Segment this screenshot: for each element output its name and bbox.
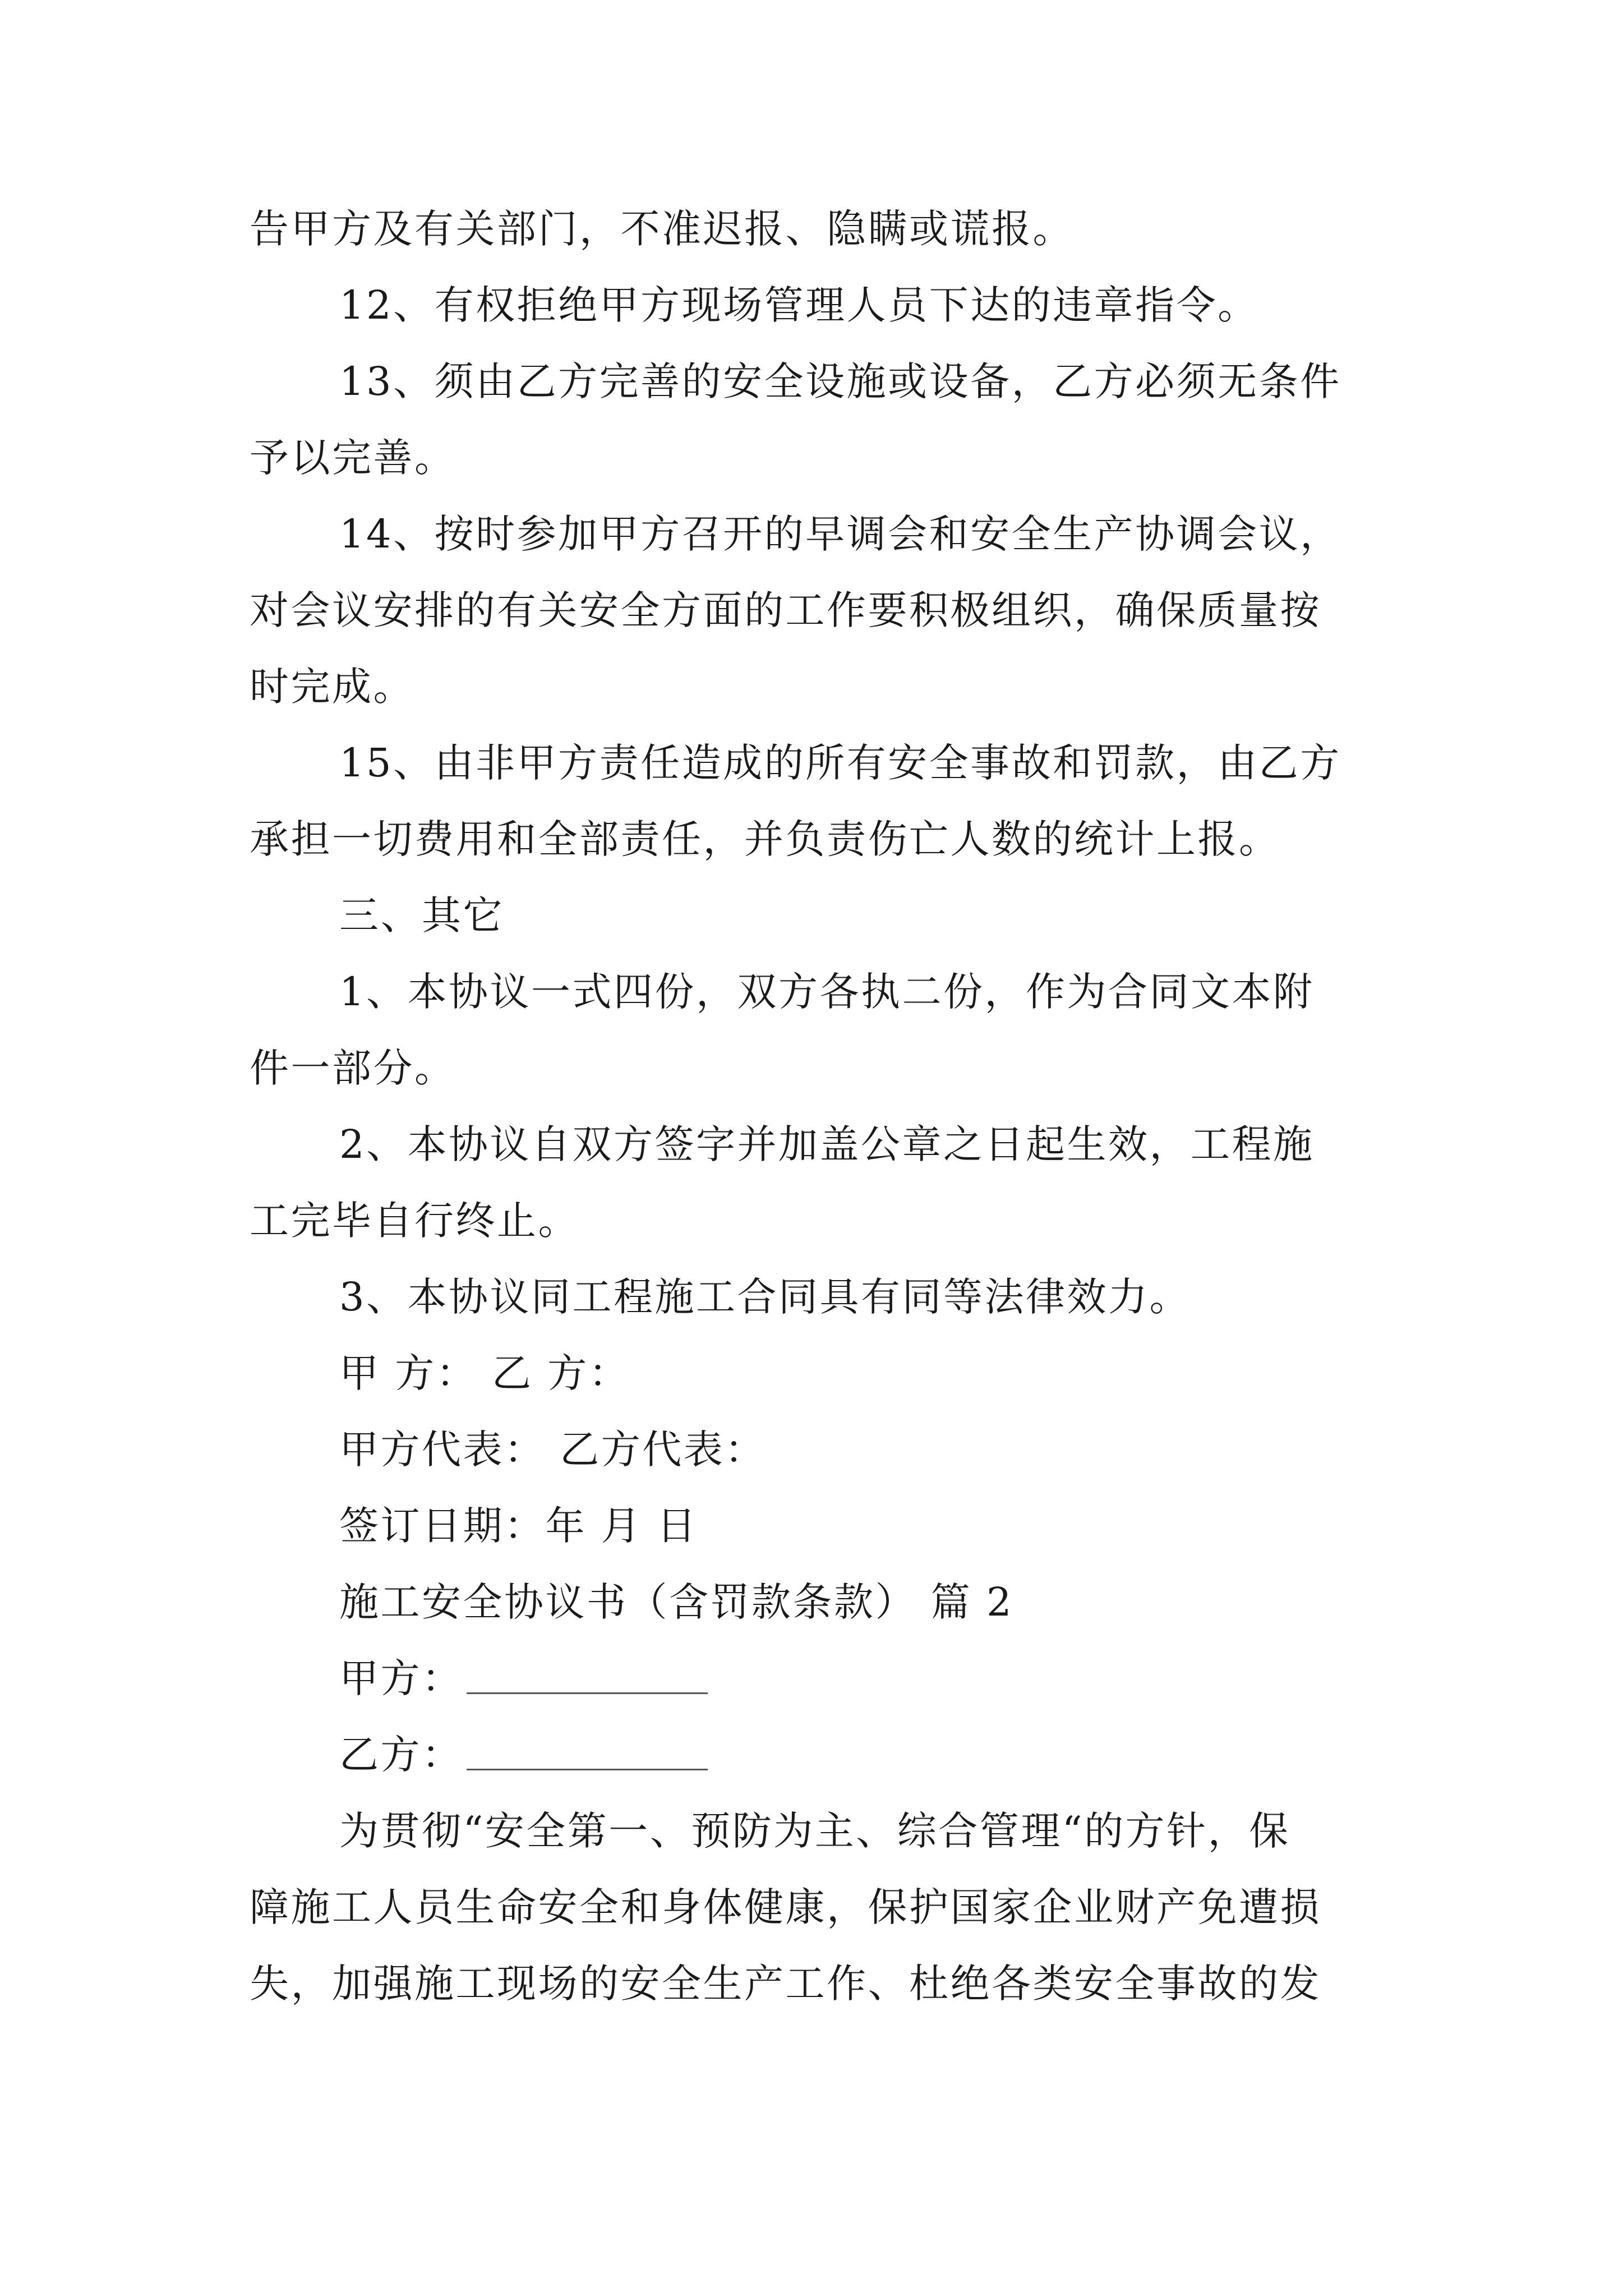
document-body bbox=[250, 191, 1382, 2022]
paragraph-line: 时完成。 bbox=[250, 664, 414, 710]
party-a-blank-underline bbox=[467, 1659, 708, 1694]
party-a-field bbox=[250, 1640, 1382, 1717]
paragraph-line: 予以完善。 bbox=[250, 435, 456, 481]
party-b-blank-underline bbox=[467, 1735, 708, 1770]
other-clause-1-line: 1、本协议一式四份，双方各执二份，作为合同文本附 bbox=[339, 969, 1315, 1015]
clause-15-line: 15、由非甲方责任造成的所有安全事故和罚款，由乙方 bbox=[339, 740, 1341, 786]
paragraph-line: 告甲方及有关部门，不准迟报、隐瞒或谎报。 bbox=[250, 206, 1074, 252]
paragraph-line: 工完毕自行终止。 bbox=[250, 1198, 579, 1244]
signing-date-label: 签订日期：年 月 日 bbox=[339, 1503, 698, 1549]
section-title-part-2: 施工安全协议书（含罚款条款） 篇 2 bbox=[339, 1579, 1014, 1625]
party-b-field bbox=[250, 1717, 1382, 1793]
paragraph-line: 件一部分。 bbox=[250, 1045, 456, 1091]
party-a-label: 甲方： bbox=[339, 1655, 463, 1701]
clause-14-line: 14、按时参加甲方召开的早调会和安全生产协调会议， bbox=[339, 511, 1341, 557]
party-b-label: 乙方： bbox=[339, 1732, 463, 1778]
clause-12-line: 12、有权拒绝甲方现场管理人员下达的违章指令。 bbox=[339, 282, 1259, 328]
party-labels: 甲 方： 乙 方： bbox=[339, 1350, 630, 1396]
paragraph-line: 障施工人员生命安全和身体健康，保护国家企业财产免遭损 bbox=[250, 1884, 1321, 1930]
section-heading-other: 三、其它 bbox=[339, 892, 504, 938]
clause-13-line: 13、须由乙方完善的安全设施或设备，乙方必须无条件 bbox=[339, 358, 1341, 404]
paragraph-line: 对会议安排的有关安全方面的工作要积极组织，确保质量按 bbox=[250, 587, 1321, 633]
preamble-line: 为贯彻“安全第一、预防为主、综合管理“的方针，保 bbox=[339, 1808, 1290, 1854]
paragraph-line: 承担一切费用和全部责任，并负责伤亡人数的统计上报。 bbox=[250, 816, 1280, 862]
paragraph-line: 失，加强施工现场的安全生产工作、杜绝各类安全事故的发 bbox=[250, 1961, 1321, 2007]
other-clause-2-line: 2、本协议自双方签字并加盖公章之日起生效，工程施 bbox=[339, 1121, 1315, 1167]
other-clause-3-line: 3、本协议同工程施工合同具有同等法律效力。 bbox=[339, 1274, 1191, 1320]
representative-labels: 甲方代表： 乙方代表： bbox=[339, 1427, 766, 1473]
